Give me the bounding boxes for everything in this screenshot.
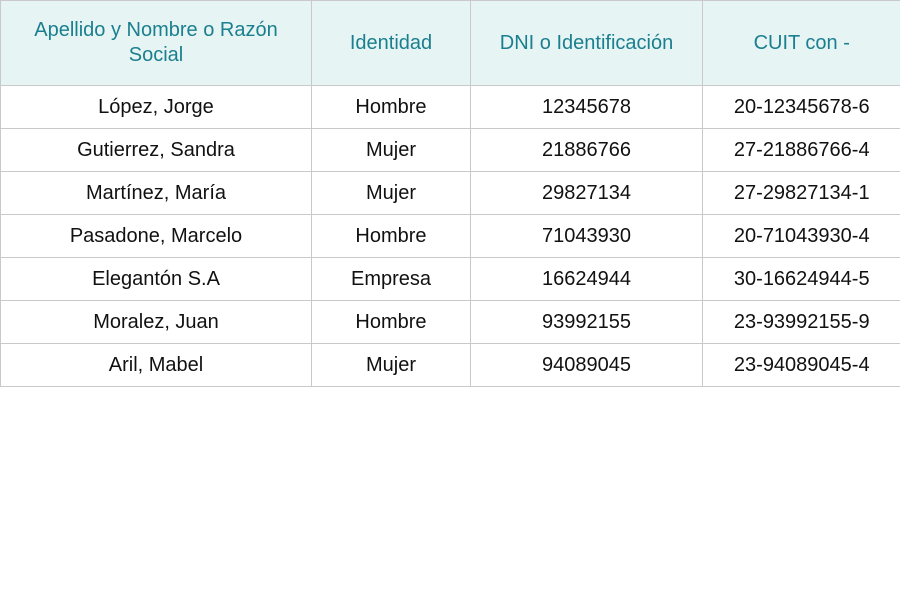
table-row xyxy=(1,215,900,258)
cell-nombre[interactable]: Aril, Mabel xyxy=(1,344,312,387)
cell-nombre[interactable]: Moralez, Juan xyxy=(1,301,312,344)
table-body xyxy=(1,86,900,387)
cell-identidad[interactable]: Mujer xyxy=(312,344,471,387)
table-row xyxy=(1,86,900,129)
header-row xyxy=(1,1,900,86)
cell-dni[interactable]: 21886766 xyxy=(471,129,703,172)
cell-cuit[interactable]: 23-93992155-9 xyxy=(703,301,900,344)
empty-sheet-area xyxy=(0,387,900,600)
column-header-cuit[interactable]: CUIT con - xyxy=(703,1,900,86)
cell-identidad[interactable]: Hombre xyxy=(312,301,471,344)
column-header-identidad[interactable]: Identidad xyxy=(312,1,471,86)
cell-dni[interactable]: 29827134 xyxy=(471,172,703,215)
cell-cuit[interactable]: 23-94089045-4 xyxy=(703,344,900,387)
cell-identidad[interactable]: Empresa xyxy=(312,258,471,301)
cell-identidad[interactable]: Hombre xyxy=(312,215,471,258)
cell-dni[interactable]: 16624944 xyxy=(471,258,703,301)
table-header xyxy=(1,1,900,86)
cell-cuit[interactable]: 20-71043930-4 xyxy=(703,215,900,258)
cell-nombre[interactable]: López, Jorge xyxy=(1,86,312,129)
cell-dni[interactable]: 71043930 xyxy=(471,215,703,258)
cell-dni[interactable]: 93992155 xyxy=(471,301,703,344)
cell-identidad[interactable]: Hombre xyxy=(312,86,471,129)
column-header-dni[interactable]: DNI o Identificación xyxy=(471,1,703,86)
table-row xyxy=(1,258,900,301)
cell-identidad[interactable]: Mujer xyxy=(312,129,471,172)
cell-nombre[interactable]: Martínez, María xyxy=(1,172,312,215)
table-row xyxy=(1,344,900,387)
cell-nombre[interactable]: Elegantón S.A xyxy=(1,258,312,301)
cell-nombre[interactable]: Gutierrez, Sandra xyxy=(1,129,312,172)
cell-nombre[interactable]: Pasadone, Marcelo xyxy=(1,215,312,258)
cell-dni[interactable]: 12345678 xyxy=(471,86,703,129)
table-row xyxy=(1,301,900,344)
cell-cuit[interactable]: 20-12345678-6 xyxy=(703,86,900,129)
cell-cuit[interactable]: 27-29827134-1 xyxy=(703,172,900,215)
table-row xyxy=(1,129,900,172)
cell-identidad[interactable]: Mujer xyxy=(312,172,471,215)
cell-dni[interactable]: 94089045 xyxy=(471,344,703,387)
cell-cuit[interactable]: 30-16624944-5 xyxy=(703,258,900,301)
table-row xyxy=(1,172,900,215)
column-header-nombre[interactable]: Apellido y Nombre o Razón Social xyxy=(1,1,312,86)
cell-cuit[interactable]: 27-21886766-4 xyxy=(703,129,900,172)
